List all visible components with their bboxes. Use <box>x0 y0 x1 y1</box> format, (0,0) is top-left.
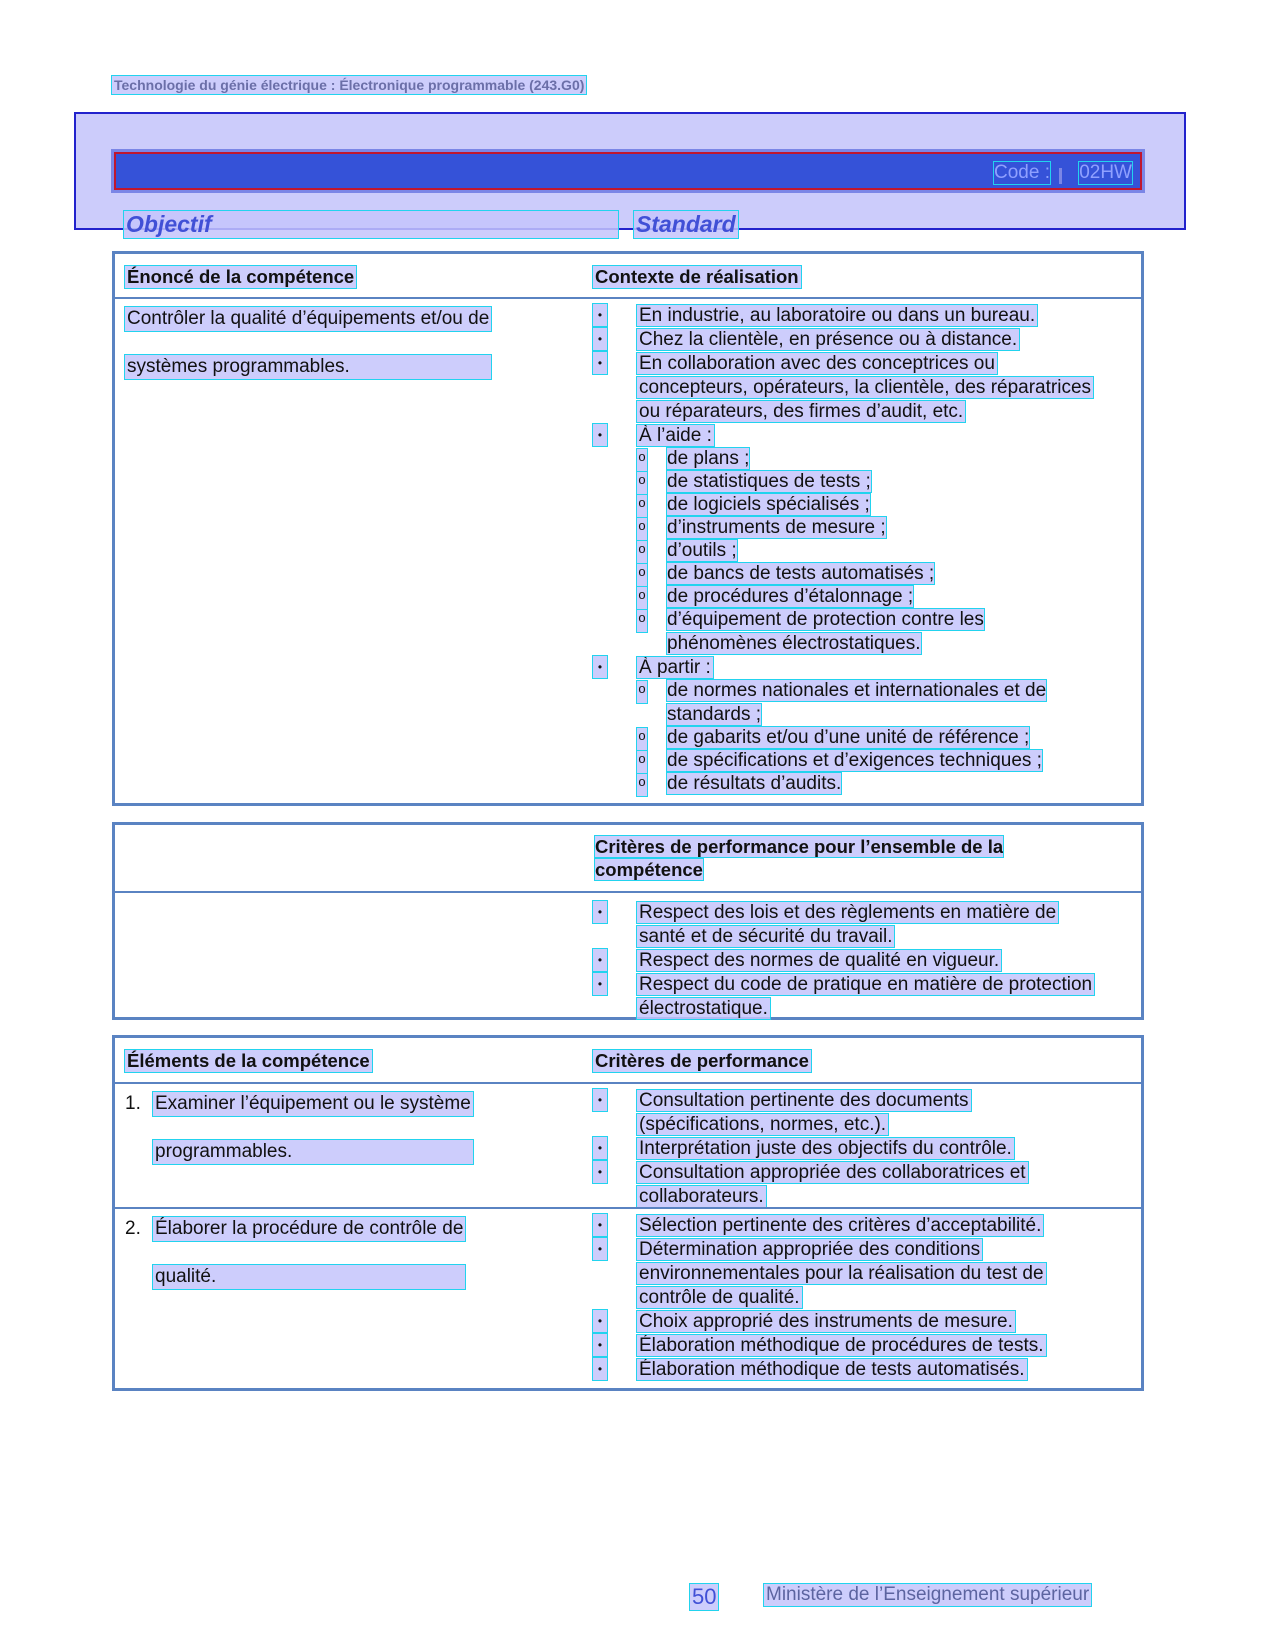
page-number: 50 <box>692 1584 717 1609</box>
bullet-icon: • <box>593 352 607 374</box>
list-item <box>593 1214 1133 1238</box>
list-item-text <box>637 1214 1133 1238</box>
sub-list-item-line: phénomènes électrostatiques. <box>667 633 921 654</box>
bullet-icon: • <box>593 949 607 971</box>
list-item <box>593 901 1133 949</box>
bullet-icon: • <box>593 973 607 995</box>
list-item-text <box>637 1310 1133 1334</box>
bullet-icon: • <box>593 424 607 446</box>
bullet-icon: • <box>593 1137 607 1159</box>
circle-bullet-icon: o <box>637 472 647 494</box>
sub-list-item-text <box>667 563 934 584</box>
bullet-icon: • <box>593 1334 607 1356</box>
sub-list-item-line: d’outils ; <box>667 540 737 561</box>
competency-header-box <box>74 112 1186 237</box>
sub-list-item-text <box>667 540 737 561</box>
sub-list-item <box>593 726 1133 750</box>
sub-list-item-line: de normes nationales et internationales et de <box>667 680 1047 701</box>
list-item-line: Consultation appropriée des collaboratrices et <box>639 1162 1026 1183</box>
circle-bullet-icon: o <box>637 541 647 563</box>
bullet-icon: • <box>593 1089 607 1111</box>
list-item <box>593 656 1133 680</box>
list-item-text <box>637 304 1133 328</box>
global-criteria-header-line: Critères de performance pour l’ensemble de la <box>595 836 1004 857</box>
global-criteria-list <box>593 901 1133 1021</box>
sub-list-item-line: de bancs de tests automatisés ; <box>667 563 935 584</box>
global-criteria-header-line: compétence <box>595 859 703 880</box>
code-separator <box>1059 168 1062 184</box>
sub-list-item-text <box>667 448 749 469</box>
element-label <box>125 1092 473 1164</box>
bullet-icon: • <box>593 901 607 923</box>
sub-list-item-text <box>667 494 870 515</box>
sub-list-item <box>593 608 1133 656</box>
bullet-icon: • <box>593 656 607 678</box>
code-label: Code : <box>994 162 1050 183</box>
list-item-line: environnementales pour la réalisation du test de <box>639 1263 1044 1284</box>
context-header: Contexte de réalisation <box>595 266 799 287</box>
elements-header: Éléments de la compétence <box>127 1050 370 1071</box>
list-item-text <box>637 1334 1133 1358</box>
circle-bullet-icon: o <box>637 449 647 471</box>
bullet-icon: • <box>593 1161 607 1183</box>
list-item-line: Respect des lois et des règlements en matière de <box>639 902 1057 923</box>
bullet-icon: • <box>593 304 607 326</box>
sub-list-item-line: de plans ; <box>667 448 750 469</box>
sub-list-item-line: de logiciels spécialisés ; <box>667 494 870 515</box>
list-item-line: En industrie, au laboratoire ou dans un bureau. <box>639 305 1036 326</box>
circle-bullet-icon: o <box>637 610 647 632</box>
list-item-line: concepteurs, opérateurs, la clientèle, des réparatrices <box>639 377 1092 398</box>
list-item-text <box>637 949 1133 973</box>
element-label-line: Examiner l’équipement ou le système <box>155 1093 471 1114</box>
list-item-text <box>637 973 1133 1021</box>
list-item-text <box>637 328 1133 352</box>
circle-bullet-icon: o <box>637 495 647 517</box>
statement-line: systèmes programmables. <box>125 355 491 379</box>
global-criteria-header-row <box>115 825 1141 893</box>
list-item <box>593 1358 1133 1382</box>
list-item <box>593 304 1133 328</box>
running-header: Technologie du génie électrique : Électronique programmable (243.G0) <box>114 77 585 93</box>
element-label-line: Élaborer la procédure de contrôle de <box>155 1218 464 1239</box>
list-item <box>593 1089 1133 1137</box>
sub-list-item-text <box>667 609 984 654</box>
sub-list-item <box>593 562 1133 586</box>
list-item-text <box>637 424 1133 448</box>
circle-bullet-icon: o <box>637 681 647 703</box>
competency-section <box>112 251 1144 806</box>
element-row <box>115 1207 1141 1389</box>
context-list <box>593 304 1133 796</box>
sub-list-item-line: de statistiques de tests ; <box>667 471 871 492</box>
circle-bullet-icon: o <box>637 564 647 586</box>
list-item-line: Chez la clientèle, en présence ou à distance. <box>639 329 1018 350</box>
list-item <box>593 424 1133 448</box>
bullet-icon: • <box>593 328 607 350</box>
sub-list-item <box>593 470 1133 494</box>
list-item-line: En collaboration avec des conceptrices ou <box>639 353 995 374</box>
sub-list-item-line: standards ; <box>667 704 761 725</box>
list-item-text <box>637 656 1133 680</box>
sub-list-item-text <box>667 773 841 794</box>
footer-organization: Ministère de l’Enseignement supérieur <box>766 1584 1090 1605</box>
element-label-text <box>125 1217 465 1289</box>
bullet-icon: • <box>593 1238 607 1260</box>
sub-list-item <box>593 679 1133 727</box>
sub-list-item <box>593 539 1133 563</box>
list-item-line: Interprétation juste des objectifs du contrôle. <box>639 1138 1012 1159</box>
statement-line: Contrôler la qualité d’équipements et/ou de <box>127 308 490 329</box>
criteria-list <box>593 1089 1133 1209</box>
list-item-text <box>637 1137 1133 1161</box>
elements-section-header <box>115 1038 1141 1084</box>
list-item <box>593 1161 1133 1209</box>
element-label-line: programmables. <box>153 1140 473 1164</box>
element-row <box>115 1084 1141 1207</box>
sub-list-item-line: de spécifications et d’exigences techniques ; <box>667 750 1042 771</box>
elements-section <box>112 1035 1144 1391</box>
list-item-line: Élaboration méthodique de procédures de tests. <box>639 1335 1044 1356</box>
sub-list-item-text <box>667 750 1042 771</box>
circle-bullet-icon: o <box>637 751 647 773</box>
list-item-line: À l’aide : <box>639 425 712 446</box>
sub-list-item-line: de procédures d’étalonnage ; <box>667 586 914 607</box>
code-bar <box>114 152 1142 190</box>
list-item-line: contrôle de qualité. <box>639 1287 800 1308</box>
circle-bullet-icon: o <box>637 587 647 609</box>
list-item-line: Sélection pertinente des critères d’acceptabilité. <box>639 1215 1042 1236</box>
element-number: 1. <box>125 1093 141 1114</box>
sub-list-item-text <box>667 680 1046 725</box>
criteria-list <box>593 1214 1133 1382</box>
circle-bullet-icon: o <box>637 728 647 750</box>
list-item-line: santé et de sécurité du travail. <box>639 926 893 947</box>
sub-list-item <box>593 585 1133 609</box>
competency-section-header <box>115 254 1141 299</box>
list-item <box>593 1137 1133 1161</box>
list-item-line: (spécifications, normes, etc.). <box>639 1114 887 1135</box>
sub-list-item-line: d’instruments de mesure ; <box>667 517 886 538</box>
sub-list-item <box>593 447 1133 471</box>
bullet-icon: • <box>593 1358 607 1380</box>
circle-bullet-icon: o <box>637 774 647 796</box>
element-label-line: qualité. <box>153 1265 465 1289</box>
element-label-text <box>125 1092 473 1164</box>
global-criteria-header <box>593 835 1005 881</box>
list-item-text <box>637 1089 1133 1137</box>
list-item-line: À partir : <box>639 657 711 678</box>
sub-list-item <box>593 749 1133 773</box>
criteria-header: Critères de performance <box>595 1050 809 1071</box>
list-item-line: Élaboration méthodique de tests automatisés. <box>639 1359 1025 1380</box>
list-item <box>593 973 1133 1021</box>
sub-list-item-text <box>667 586 913 607</box>
list-item-text <box>637 352 1133 424</box>
list-item-line: électrostatique. <box>639 998 768 1019</box>
statement-header: Énoncé de la compétence <box>127 266 355 287</box>
list-item-text <box>637 1358 1133 1382</box>
sub-list-item-line: de gabarits et/ou d’une unité de référence ; <box>667 727 1030 748</box>
list-item <box>593 1310 1133 1334</box>
list-item-line: ou réparateurs, des firmes d’audit, etc. <box>639 401 964 422</box>
list-item-line: collaborateurs. <box>639 1186 764 1207</box>
sub-list-item-line: de résultats d’audits. <box>667 773 842 794</box>
sub-list-item-text <box>667 517 886 538</box>
list-item-line: Consultation pertinente des documents <box>639 1090 969 1111</box>
sub-list-item-text <box>667 727 1029 748</box>
sub-list-item-line: d’équipement de protection contre les <box>667 609 984 630</box>
code-value: 02HW <box>1079 162 1132 183</box>
list-item <box>593 352 1133 424</box>
list-item <box>593 1238 1133 1310</box>
list-item-line: Respect des normes de qualité en vigueur. <box>639 950 1000 971</box>
list-item-line: Détermination appropriée des conditions <box>639 1239 981 1260</box>
bullet-icon: • <box>593 1310 607 1332</box>
standard-title: Standard <box>636 211 736 237</box>
list-item <box>593 328 1133 352</box>
global-criteria-section <box>112 822 1144 1020</box>
list-item-text <box>637 1161 1133 1209</box>
objective-title: Objectif <box>124 211 618 238</box>
sub-list-item-text <box>667 471 871 492</box>
list-item <box>593 949 1133 973</box>
list-item-text <box>637 1238 1133 1310</box>
list-item-line: Choix approprié des instruments de mesure. <box>639 1311 1013 1332</box>
sub-list-item <box>593 516 1133 540</box>
element-label <box>125 1217 465 1289</box>
sub-list-item <box>593 493 1133 517</box>
list-item-text <box>637 901 1133 949</box>
element-number: 2. <box>125 1218 141 1239</box>
list-item <box>593 1334 1133 1358</box>
list-item-line: Respect du code de pratique en matière de protection <box>639 974 1093 995</box>
circle-bullet-icon: o <box>637 518 647 540</box>
competency-statement <box>125 307 491 379</box>
bullet-icon: • <box>593 1214 607 1236</box>
sub-list-item <box>593 772 1133 796</box>
